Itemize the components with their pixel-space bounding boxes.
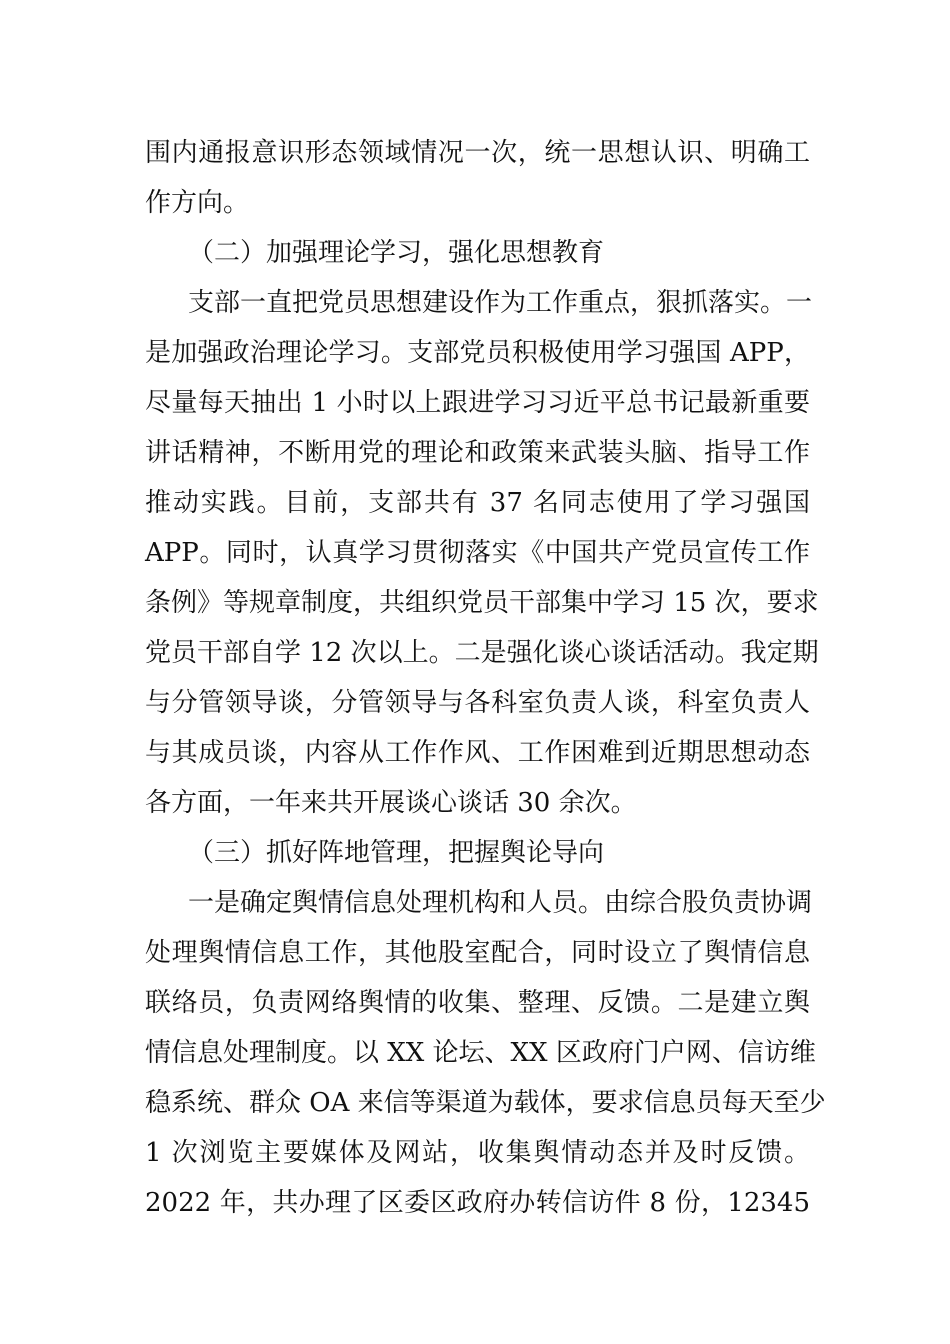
text-line: 联络员，负责网络舆情的收集、整理、反馈。二是建立舆 [145,988,810,1018]
text-line: 党员干部自学 12 次以上。二是强化谈心谈话活动。我定期 [145,638,819,668]
text-line: 一是确定舆情信息处理机构和人员。由综合股负责协调 [188,888,813,918]
text-line: 各方面，一年来共开展谈心谈话 30 余次。 [145,788,637,818]
text-line: 稳系统、群众 OA 来信等渠道为载体，要求信息员每天至少 [145,1088,826,1118]
text-line: 推动实践。目前，支部共有 37 名同志使用了学习强国 [145,488,810,518]
text-line: 与其成员谈，内容从工作作风、工作困难到近期思想动态 [145,738,810,768]
text-line: 情信息处理制度。以 XX 论坛、XX 区政府门户网、信访维 [145,1038,816,1068]
text-line: 讲话精神，不断用党的理论和政策来武装头脑、指导工作 [145,438,810,468]
text-line: 与分管领导谈，分管领导与各科室负责人谈，科室负责人 [145,688,810,718]
section-heading-3: （三）抓好阵地管理，把握舆论导向 [188,838,605,868]
text-line: 2022 年，共办理了区委区政府办转信访件 8 份，12345 [145,1188,810,1218]
text-line: 围内通报意识形态领域情况一次，统一思想认识、明确工 [145,138,810,168]
section-heading-2: （二）加强理论学习，强化思想教育 [188,238,605,268]
text-line: APP。同时，认真学习贯彻落实《中国共产党员宣传工作 [145,538,810,568]
text-line: 作方向。 [145,188,250,218]
text-line: 条例》等规章制度，共组织党员干部集中学习 15 次，要求 [145,588,819,618]
text-line: 支部一直把党员思想建设作为工作重点，狠抓落实。一 [188,288,813,318]
text-line: 1 次浏览主要媒体及网站，收集舆情动态并及时反馈。 [145,1138,810,1168]
text-line: 处理舆情信息工作，其他股室配合，同时设立了舆情信息 [145,938,810,968]
text-line: 尽量每天抽出 1 小时以上跟进学习习近平总书记最新重要 [145,388,810,418]
text-line: 是加强政治理论学习。支部党员积极使用学习强国 APP， [145,338,810,368]
